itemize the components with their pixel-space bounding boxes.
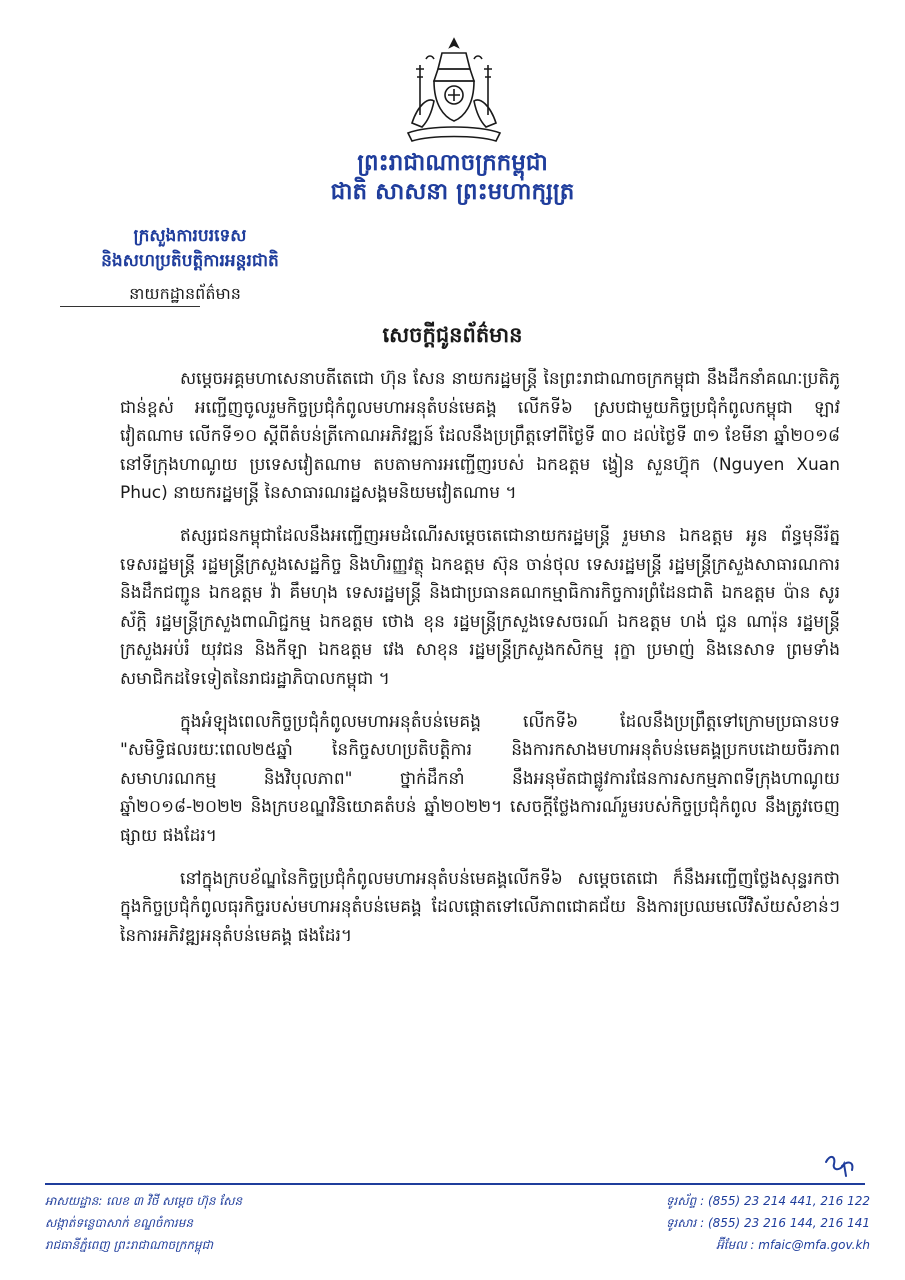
paragraph: នៅក្នុងក្របខ័ណ្ឌនៃកិច្ចប្រជុំកំពូលមហាអនុតំបន់មេគង្គលើកទី៦ សម្តេចតេជោ ក៏នឹងអញ្ជើញថ្លែងសុន្ទរកថា ក្នុងកិច្ចប្រជុំកំពូលធុរកិច្ចរបស់មហាអនុតំបន់មេគង្គ ដែលផ្តោតទៅលើភាពជោគជ័យ និងការប្រឈមលើវិស័យសំខាន់ៗ នៃការអភិវឌ្ឍអនុតំបន់មេគង្គ ផងដែរ។ (120, 868, 840, 946)
address-line: អាសយដ្ឋាន: លេខ ៣ វិថី សម្តេច ហ៊ុន សែន (45, 1194, 243, 1208)
royal-coat-of-arms-emblem (398, 35, 510, 147)
address-line: រាជធានីភ្នំពេញ ព្រះរាជាណាចក្រកម្ពុជា (45, 1238, 213, 1252)
department-name: នាយកដ្ឋានព័ត៌មាន (129, 284, 241, 303)
footer-contacts (600, 1190, 870, 1256)
document-title: សេចក្តីជូនព័ត៌មាន (382, 323, 523, 347)
national-motto: ជាតិ សាសនា ព្រះមហាក្សត្រ (330, 179, 575, 205)
ministry-name-line1: ក្រសួងការបរទេស (133, 226, 247, 246)
paragraph: ក្នុងអំឡុងពេលកិច្ចប្រជុំកំពូលមហាអនុតំបន់មេគង្គ លើកទី៦ ដែលនឹងប្រព្រឹត្តទៅក្រោមប្រធានបទ "សមិទ្ធិផលរយៈពេល២៥ឆ្នាំ នៃកិច្ចសហប្រតិបត្តិការ និងការកសាងមហាអនុតំបន់មេគង្គប្រកបដោយចីរភាព សមាហរណកម្ម និងវិបុលភាព" ថ្នាក់ដឹកនាំ នឹងអនុម័តជាផ្លូវការផែនការសកម្មភាពទីក្រុងហាណូយ ឆ្នាំ២០១៨-២០២២ និងក្របខណ្ឌវិនិយោគតំបន់ ឆ្នាំ២០២២។ សេចក្តីថ្លែងការណ៍រួមរបស់កិច្ចប្រជុំកំពូល នឹងត្រូវចេញផ្សាយ ផងដែរ។ (120, 711, 840, 846)
footer-address (45, 1190, 465, 1256)
email-address: អ៊ីមែល : mfaic@mfa.gov.kh (716, 1238, 870, 1252)
footer-divider (45, 1183, 865, 1185)
ministry-name-line2: និងសហប្រតិបត្តិការអន្តរជាតិ (101, 251, 279, 271)
paragraph: ឥស្សរជនកម្ពុជាដែលនឹងអញ្ជើញអមដំណើរសម្តេចតេជោនាយករដ្ឋមន្ត្រី រួមមាន ឯកឧត្តម អូន ព័ន្ធមុនីរ័ត្ន ទេសរដ្ឋមន្ត្រី រដ្ឋមន្ត្រីក្រសួងសេដ្ឋកិច្ច និងហិរញ្ញវត្ថុ ឯកឧត្តម ស៊ុន ចាន់ថុល ទេសរដ្ឋមន្ត្រី រដ្ឋមន្ត្រីក្រសួងសាធារណការ និងដឹកជញ្ជូន ឯកឧត្តម វ៉ា គឹមហុង ទេសរដ្ឋមន្ត្រី និងជាប្រធានគណកម្មាធិការកិច្ចការព្រំដែនជាតិ ឯកឧត្តម ប៉ាន សូរស័ក្តិ រដ្ឋមន្ត្រីក្រសួងពាណិជ្ជកម្ម ឯកឧត្តម ថោង ខុន រដ្ឋមន្ត្រីក្រសួងទេសចរណ៍ ឯកឧត្តម ហង់ ជួន ណារ៉ុន រដ្ឋមន្ត្រីក្រសួងអប់រំ យុវជន និងកីឡា ឯកឧត្តម វេង សាខុន រដ្ឋមន្ត្រីក្រសួងកសិកម្ម រុក្ខា ប្រមាញ់ និងនេសាទ ព្រមទាំងសមាជិកដទៃទៀតនៃរាជរដ្ឋាភិបាលកម្ពុជា ។ (120, 525, 840, 689)
fax-number: ទូរសារ : (855) 23 216 144, 216 141 (665, 1216, 870, 1230)
document-body (120, 365, 840, 964)
handwritten-initials-signature (820, 1150, 860, 1180)
department-underline (60, 306, 200, 307)
phone-number: ទូរស័ព្ទ : (855) 23 214 441, 216 122 (665, 1194, 870, 1208)
paragraph: សម្តេចអគ្គមហាសេនាបតីតេជោ ហ៊ុន សែន នាយករដ្ឋមន្ត្រី នៃព្រះរាជាណាចក្រកម្ពុជា នឹងដឹកនាំគណៈប្រតិភូជាន់ខ្ពស់ អញ្ជើញចូលរួមកិច្ចប្រជុំកំពូលមហាអនុតំបន់មេគង្គ លើកទី៦ ស្របជាមួយកិច្ចប្រជុំកំពូលកម្ពុជា ឡាវ វៀតណាម លើកទី១០ ស្តីពីតំបន់ត្រីកោណអភិវឌ្ឍន៍ ដែលនឹងប្រព្រឹត្តទៅពីថ្ងៃទី ៣០ ដល់ថ្ងៃទី ៣១ ខែមីនា ឆ្នាំ២០១៨ នៅទីក្រុងហាណូយ ប្រទេសវៀតណាម តបតាមការអញ្ជើញរបស់ ឯកឧត្តម ង្វៀន សួនហ៊្វុក (Nguyen Xuan Phuc) នាយករដ្ឋមន្ត្រី នៃសាធារណរដ្ឋសង្គមនិយមវៀតណាម ។ (120, 369, 840, 504)
kingdom-title: ព្រះរាជាណាចក្រកម្ពុជា (357, 150, 548, 176)
address-line: សង្កាត់ទន្លេបាសាក់ ខណ្ឌចំការមន (45, 1216, 193, 1230)
